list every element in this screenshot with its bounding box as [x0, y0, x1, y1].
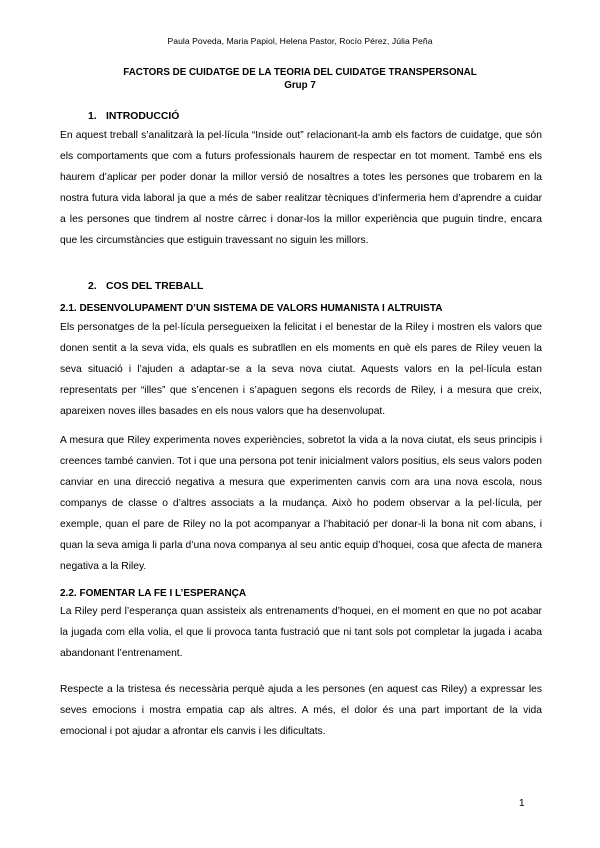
values-paragraph-2: A mesura que Riley experimenta noves experiències, sobretot la vida a la nova ciutat, els seus principis i creences també canvien. Tot i que una persona pot tenir inicialment valors positius, els seus valors poden canviar en una direcció negativa a mesura que experimenten canvis com ara una nova escola, nous companys de classe o d’altres associats a la mudança. Això ho podem observar a la pel·lícula, per exemple, quan el pare de Riley no la pot acompanyar a l’habitació per donar-li la bona nit com abans, i quan la seva amiga li parla d’una nova companya al seu antic equip d’hoquei, cosa que afecta de manera negativa a la Riley. — [60, 435, 542, 572]
subsection-heading-hope: 2.2. FOMENTAR LA FE I L’ESPERANÇA — [60, 588, 247, 599]
hope-paragraph-1: La Riley perd l’esperança quan assisteix als entrenaments d’hoquei, en el moment en que no pot acabar la jugada com ella volia, el que li provoca tanta fustració que ni tant sols pot completar la jugada i acaba abandonant l’entrenament. — [60, 606, 542, 659]
section-title: COS DEL TREBALL — [106, 281, 204, 292]
document-title: FACTORS DE CUIDATGE DE LA TEORIA DEL CUIDATGE TRANSPERSONAL — [123, 67, 477, 78]
document-title-block — [60, 66, 540, 92]
hope-paragraph-2: Respecte a la tristesa és necessària perquè ajuda a les persones (en aquest cas Riley) a expressar les seves emocions i mostra empatia cap als altres. A més, el dolor és una part important de la vida emocional i pot ajudar a afrontar els canvis i les dificultats. — [60, 684, 542, 737]
intro-paragraph: En aquest treball s’analitzarà la pel·lícula “Inside out” relacionant-la amb els factors de cuidatge, que són els comportaments que com a futurs professionals haurem de respectar en tot moment. També ens els haurem d’aplicar per poder donar la millor versió de nosaltres a totes les persones que trobarem en la nostra futura vida laboral ja que a més de saber realitzar tècniques d’infermeria hem d’aprendre a cuidar a les persones que tindrem al nostre càrrec i donar-los la millor experiència que puguin tindre, encara que les circumstàncies que estiguin travessant no siguin les millors. — [60, 130, 542, 246]
subsection-heading-values: 2.1. DESENVOLUPAMENT D’UN SISTEMA DE VALORS HUMANISTA I ALTRUISTA — [60, 303, 443, 314]
group-label: Grup 7 — [284, 80, 316, 91]
section-number: 1. — [88, 111, 97, 122]
section-title: INTRODUCCIÓ — [106, 111, 180, 122]
section-heading-intro — [88, 111, 179, 122]
section-heading-body — [88, 281, 203, 292]
page-number: 1 — [519, 798, 525, 809]
author-list: Paula Poveda, Maria Papiol, Helena Pastor, Rocío Pérez, Júlia Peña — [167, 36, 433, 46]
section-number: 2. — [88, 281, 97, 292]
values-paragraph-1: Els personatges de la pel·lícula persegueixen la felicitat i el benestar de la Riley i mostren els valors que donen sentit a la seva vida, els quals es subratllen en els moments en què els pares de Riley veuen la seva situació i l’ajuden a adaptar-se a la seva nova ciutat. Aquests valors en la pel·lícula estan representats per “illes” que s’encenen i s’apaguen segons els records de Riley, i a mesura que creix, apareixen noves illes basades en els nous valors que ha desenvolupat. — [60, 322, 542, 417]
